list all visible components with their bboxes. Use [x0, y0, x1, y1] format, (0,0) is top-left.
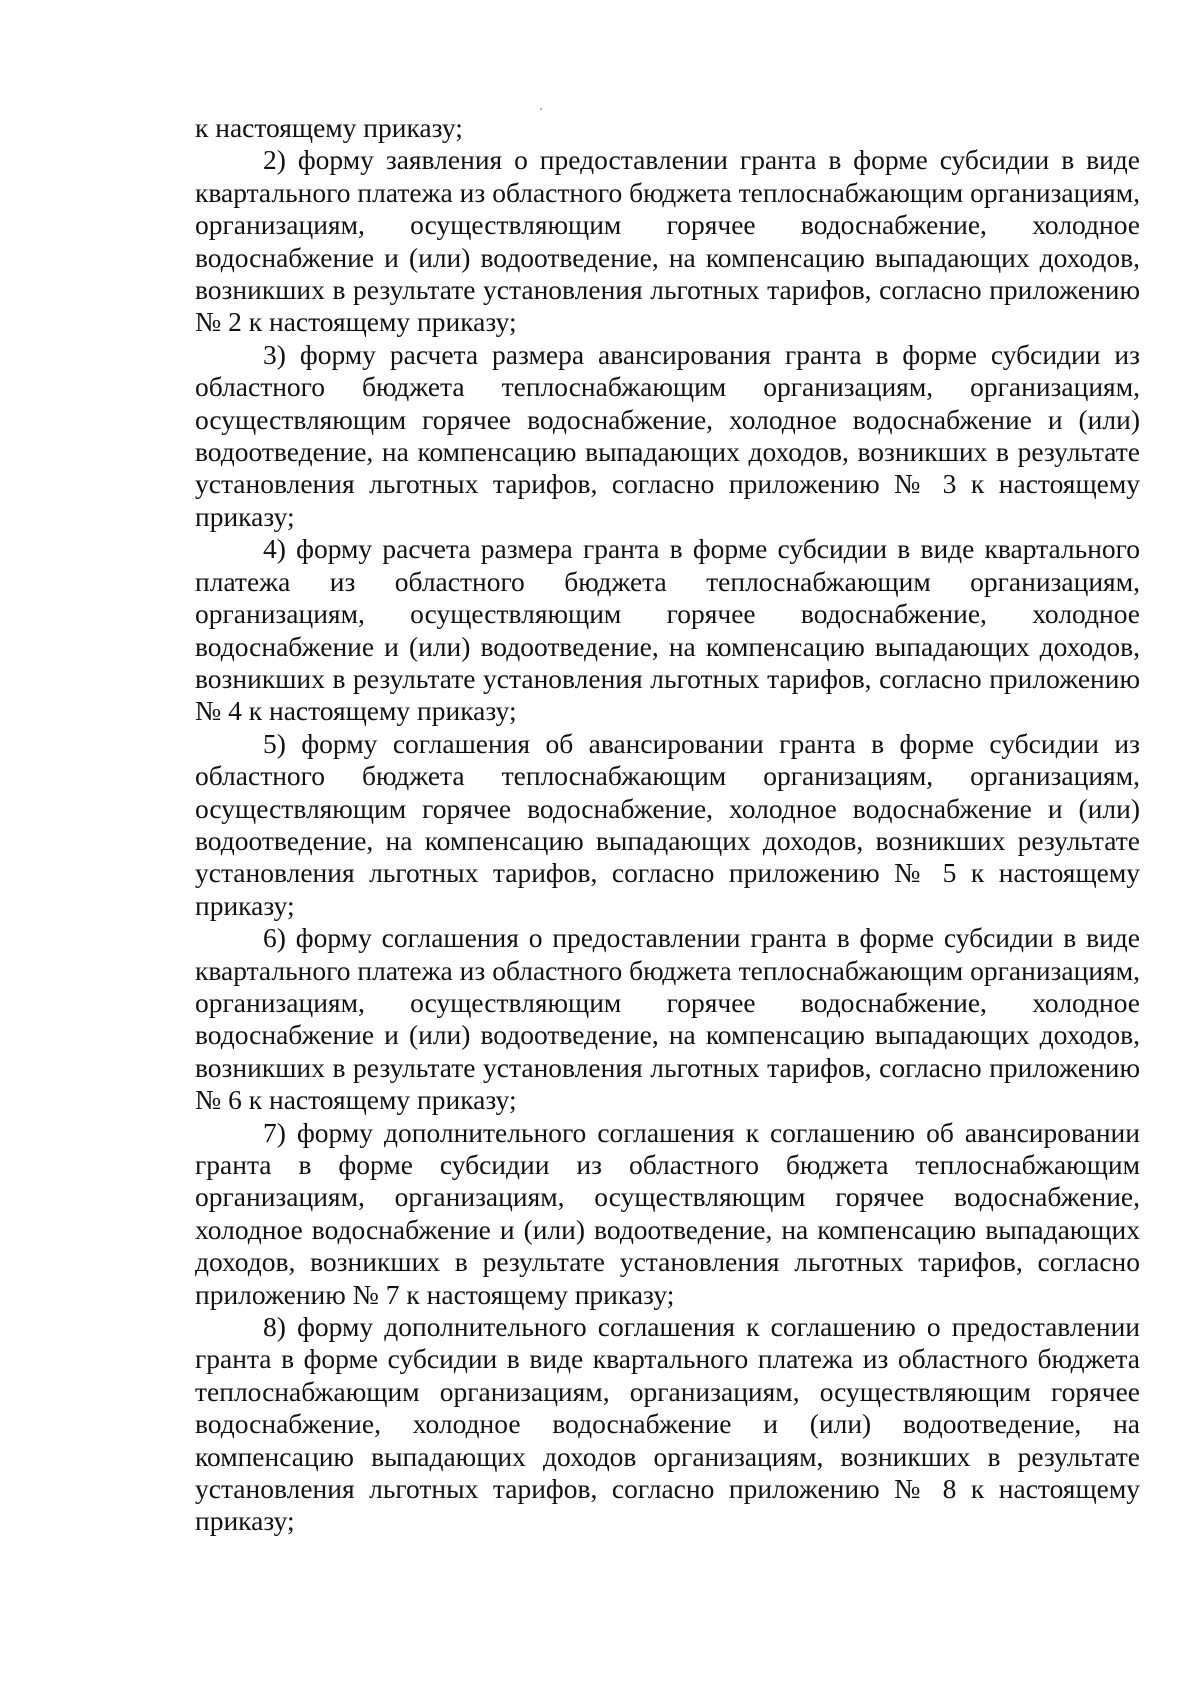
list-item-5	[195, 728, 1140, 922]
scan-speck	[540, 108, 542, 110]
paragraph-text: форму расчета размера гранта в форме субсидии в виде квартального платежа из областного бюджета теплоснабжающим организациям, организациям, осуществляющим горячее водоснабжение, холодное водоснабжение и (или) водоотведение, на компенсацию выпадающих доходов, возникших в результате установления льготных тарифов, согласно приложению № 4 к настоящему приказу;	[195, 533, 1141, 727]
item-number: 6)	[263, 922, 286, 954]
item-number: 5)	[263, 727, 286, 759]
paragraph-text: форму дополнительного соглашения к соглашению об авансировании гранта в форме субсидии из областного бюджета теплоснабжающим организациям, организациям, осуществляющим горячее водоснабжение, холодное водоснабжение и (или) водоотведение, на компенсацию выпадающих доходов, возникших в результате установления льготных тарифов, согласно приложению № 7 к настоящему приказу;	[195, 1116, 1140, 1310]
item-number: 2)	[263, 144, 286, 176]
item-number: 7)	[263, 1116, 286, 1148]
list-item-8	[195, 1311, 1140, 1538]
list-item-2	[195, 144, 1140, 338]
list-item-7	[195, 1117, 1140, 1311]
document-body	[195, 112, 1140, 1538]
paragraph-text: форму заявления о предоставлении гранта в форме субсидии в виде квартального платежа из областного бюджета теплоснабжающим организациям, организациям, осуществляющим горячее водоснабжение, холодное водоснабжение и (или) водоотведение, на компенсацию выпадающих доходов, возникших в результате установления льготных тарифов, согласно приложению № 2 к настоящему приказу;	[195, 144, 1141, 338]
list-item-3	[195, 339, 1140, 533]
paragraph-text: форму соглашения об авансировании гранта в форме субсидии из областного бюджета теплоснабжающим организациям, организациям, осуществляющим горячее водоснабжение, холодное водоснабжение и (или) водоотведение, на компенсацию выпадающих доходов, возникших результате установления льготных тарифов, согласно приложению № 5 к настоящему приказу;	[195, 727, 1140, 921]
list-item-6	[195, 922, 1140, 1116]
item-number: 4)	[263, 533, 286, 565]
paragraph-text: форму соглашения о предоставлении гранта в форме субсидии в виде квартального платежа из областного бюджета теплоснабжающим организациям, организациям, осуществляющим горячее водоснабжение, холодное водоснабжение и (или) водоотведение, на компенсацию выпадающих доходов, возникших в результате установления льготных тарифов, согласно приложению № 6 к настоящему приказу;	[195, 922, 1141, 1116]
continuation-line	[195, 112, 1140, 144]
item-number: 3)	[263, 338, 286, 370]
paragraph-text: форму расчета размера авансирования гранта в форме субсидии из областного бюджета теплоснабжающим организациям, организациям, осуществляющим горячее водоснабжение, холодное водоснабжение и (или) водоотведение, на компенсацию выпадающих доходов, возникших в результате установления льготных тарифов, согласно приложению № 3 к настоящему приказу;	[195, 338, 1140, 532]
item-number: 8)	[263, 1311, 286, 1343]
paragraph-text: форму дополнительного соглашения к соглашению о предоставлении гранта в форме субсидии в виде квартального платежа из областного бюджета теплоснабжающим организациям, организациям, осуществляющим горячее водоснабжение, холодное водоснабжение и (или) водоотведение, на компенсацию выпадающих доходов организациям, возникших в результате установления льготных тарифов, согласно приложению № 8 к настоящему приказу;	[195, 1311, 1141, 1537]
paragraph-text: к настоящему приказу;	[195, 112, 463, 143]
list-item-4	[195, 533, 1140, 727]
